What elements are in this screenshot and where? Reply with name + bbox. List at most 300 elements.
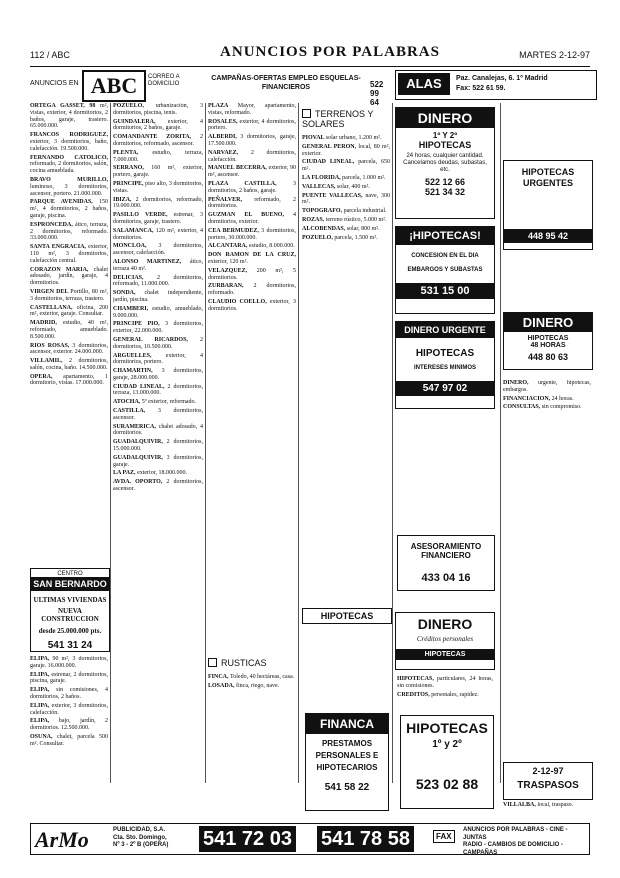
column-rule [392, 103, 393, 783]
traspasos-title: TRASPASOS [517, 780, 579, 791]
classified-ad-heading: PEÑALVER, [208, 196, 255, 203]
classified-ad-heading: FINCA, [208, 674, 230, 680]
classified-ad-heading: ELIPA, [30, 656, 53, 662]
classified-ad-text: terreno rústico, 5.000 m². [325, 216, 387, 223]
classified-ad [302, 193, 390, 207]
armo-logo: ArMo [35, 827, 89, 852]
classified-ad-heading: GUZMAN EL BUENO, [208, 212, 293, 219]
armo-phone-1: 541 72 03 [199, 826, 296, 852]
classified-ad-heading: PRINCIPE PIO, [113, 321, 166, 328]
classified-ad-heading: ELIPA, [30, 687, 57, 694]
classified-ad [302, 208, 390, 215]
classified-ad [208, 150, 296, 164]
classified-ad-text: exterior, 18.000.000. [137, 470, 187, 477]
classified-ad [302, 135, 390, 142]
hipotecas-urgentes-ad [503, 160, 593, 250]
classified-ad-text: 160 m², exterior, portero, garaje. [113, 165, 203, 179]
classified-ad [30, 687, 108, 701]
classified-ad [113, 259, 203, 273]
classified-ad [302, 226, 390, 233]
classified-ad-heading: CONSULTAS, [503, 404, 542, 411]
hipotecas-12-ad [400, 715, 494, 809]
ad-title: ¡HIPOTECAS! [396, 227, 494, 245]
classified-ad-heading: ESPRONCEDA, [30, 221, 75, 228]
column-rule [298, 103, 299, 783]
classified-ad-heading: PLENTA, [113, 149, 153, 156]
ad-line: EMBARGOS Y SUBASTAS [407, 267, 483, 273]
classified-ad-heading: MONCLOA, [113, 243, 159, 250]
ad-title: DINERO [417, 616, 473, 632]
classified-ad-heading: ORTEGA GASSET, 98 [30, 103, 101, 109]
ad-phone: 522 12 66 [424, 177, 466, 187]
classified-ad [113, 353, 203, 367]
armo-service-line: ANUNCIOS POR PALABRAS - CINE - JUNTAS [463, 827, 568, 841]
classified-ad-text: 24 horas. [551, 395, 574, 402]
ad-text: 24 horas, cualquier cantidad. Cancelamos deudas, subastas, etc. [403, 153, 487, 173]
classified-ad-text: sin compromiso. [541, 404, 582, 411]
armo-phone-2: 541 78 58 [317, 826, 414, 852]
classified-ad [208, 197, 296, 211]
classified-ad-text: 3 dormitorios, ascensor. [113, 408, 203, 421]
ad-phone: 521 34 32 [424, 187, 466, 197]
classified-ad-text: exterior, 4 dormitorios, 2 baños, garaje. [113, 118, 203, 132]
classified-ad-heading: CHAMARTIN, [113, 368, 162, 375]
dinero-ad [395, 107, 495, 219]
classified-ad [30, 103, 108, 130]
classified-ad [302, 217, 390, 224]
classified-ad [113, 408, 203, 422]
classified-ad-heading: MADRID, [30, 320, 63, 327]
classified-ad [113, 243, 203, 257]
armo-line: Nº 3 - 2º B (OPERA) [113, 842, 169, 848]
classified-ad [30, 289, 108, 303]
classified-ad-text: sin comisiones, 4 dormitorios, 2 baños. [30, 687, 108, 700]
classified-ad-text: 3 dormitorios, garaje. [113, 454, 203, 468]
classified-ad-text: exterior, 120 m². [208, 258, 248, 265]
classified-ad-heading: CASTELLANA, [30, 304, 77, 311]
classified-ad [208, 252, 296, 266]
column-rule [500, 103, 501, 783]
classified-ad [208, 683, 296, 690]
ad-phone: 547 97 02 [396, 381, 494, 396]
classified-ad [30, 199, 108, 219]
classified-ad-text: ático, terraza 40 m². [113, 258, 203, 272]
classified-ad-heading: ATOCHA, [113, 399, 142, 406]
classified-ad [113, 439, 203, 453]
classified-ad [397, 676, 493, 690]
classified-ad [113, 470, 203, 477]
armo-fax-label: FAX [433, 830, 455, 843]
classified-ad [30, 132, 108, 152]
classified-ad [208, 119, 296, 133]
classified-ad-text: urbanización, 3 dormitorios, piscina, tenis. [113, 103, 203, 116]
rusticas-list [208, 674, 296, 690]
classified-ad-heading: ROZAS, [302, 216, 326, 223]
ad-line: CONCESION EN EL DIA [411, 253, 479, 259]
classified-ad-text: 150 m², 4 dormitorios, 2 baños, garaje, piscina. [30, 199, 108, 219]
classified-ad-text: 3 dormitorios, garaje, 17.500.000. [208, 134, 296, 147]
classified-ad [30, 656, 108, 670]
classified-ad-text: finca, riego, nave. [236, 682, 280, 689]
page-number: 112 / ABC [30, 50, 70, 60]
classified-ad-text: 3 dormitorios, portero, 30.000.000. [208, 227, 296, 241]
classified-ad-text: Portillo, 80 m², 3 dormitorios, terraza, trastero. [30, 288, 108, 302]
classified-ad-text: apartamento, 1 dormitorio, vistas. 17.000.000. [30, 373, 108, 387]
classified-ad [30, 358, 108, 372]
classified-ad-heading: AVDA. OPORTO, [113, 479, 167, 486]
classified-ad-heading: PARQUE AVENIDAS, [30, 199, 99, 206]
classified-ad-text: local, traspaso. [537, 802, 574, 808]
classified-ad-text: exterior, 110 m², 3 dormitorios, calefacción central. [30, 244, 108, 264]
classified-ad-text: luminoso, 3 dormitorios, ascensor, portero. 21.000.000. [30, 183, 108, 197]
classified-ad-text: reformado, 2 dormitorios, salón, cocina amueblada. [30, 161, 108, 175]
classified-ad-heading: ELIPA, [30, 718, 59, 725]
ad-phone: 448 80 63 [527, 352, 569, 362]
classified-ad [503, 396, 591, 403]
classified-ad-text: piso alto, 3 dormitorios, vistas. [113, 180, 203, 194]
classified-ad [30, 718, 108, 732]
classified-ad-text: exterior, 4 dormitorios, portero. [113, 352, 203, 366]
classified-ad-heading: FINANCIACION, [503, 395, 552, 402]
classified-ad-heading: POZUELO, [302, 234, 335, 241]
classified-ad-heading: VELAZQUEZ, [208, 267, 257, 274]
ad-title: ASESORAMIENTO FINANCIERO [410, 542, 482, 560]
classified-ad [208, 165, 296, 179]
classified-ad-heading: OPERA, [30, 373, 64, 380]
classified-ad-text: chalet independiente, jardín, piscina. [113, 290, 203, 303]
classified-ad-heading: POZUELO, [113, 103, 156, 109]
classified-ad [113, 150, 203, 164]
classified-ad-text: chalet adosado, 4 dormitorios. [113, 423, 203, 437]
classified-ad-heading: FERNANDO CATOLICO, [30, 154, 108, 161]
ad-title: FINANCA [306, 714, 388, 734]
classified-ad-text: bajo, jardín, 2 dormitorios. 12.500.000. [30, 718, 108, 732]
classified-ad-heading: GUADALQUIVIR, [113, 439, 167, 446]
classified-ad [113, 197, 203, 211]
ad-phone: 541 31 24 [47, 640, 93, 651]
classified-ad [113, 165, 203, 179]
classified-ad-text: exterior, 4 dormitorios, portero. [208, 118, 296, 132]
classifieds-column-1 [30, 103, 108, 565]
classified-ad-text: reformado, 2 dormitorios. [208, 196, 296, 210]
classified-ad-text: oficina, 200 m², exterior, garaje. Consultar. [30, 304, 108, 318]
classified-ad-text: exterior, 3 dormitorios, calefacción. [30, 702, 108, 716]
banner-subtitle: CORREO A DOMICILIO [148, 74, 180, 87]
ad-tag: CENTRO [57, 571, 83, 577]
classified-ad-text: urgente, hipotecas, embargos. [503, 380, 591, 393]
dinero-48h-ad [503, 312, 593, 370]
classified-ad-heading: VIRGEN DEL [30, 288, 71, 295]
banner-phone: 522 99 64 [370, 80, 384, 107]
ad-line: HIPOTECARIOS [316, 763, 378, 772]
ad-title: SAN BERNARDO [31, 577, 109, 591]
classified-ad-heading: PLAZA CASTILLA, [208, 180, 293, 187]
rusticas-header [208, 658, 296, 668]
traspasos-list [503, 802, 591, 818]
ad-phone: 523 02 88 [415, 776, 479, 792]
classified-ad-text: 2 dormitorios, reformado, 19.000.000. [113, 196, 203, 210]
ad-line: NUEVA CONSTRUCCION [41, 607, 99, 623]
rusticas-section [208, 652, 296, 812]
classified-ad-heading: TOPOGRAFO, [302, 208, 344, 215]
classified-ad-text: parcela, 1.000 m². [342, 174, 386, 181]
classified-ad-text: nave, 300 m². [302, 192, 390, 206]
classified-ad-text: 2 dormitorios, salón, cocina, baño. 14.500.000. [30, 358, 108, 371]
classified-ad-heading: OSUNA, [30, 733, 57, 740]
classified-ad-text: 90 m², 3 dormitorios, garaje. 16.000.000. [30, 656, 108, 669]
classified-ad-heading: GUADALQUIVIR, [113, 454, 167, 461]
classified-ad [208, 268, 296, 282]
classified-ad-text: 5º exterior, reformado. [141, 399, 197, 406]
classified-ad-heading: CREDITOS, [397, 691, 432, 698]
classified-ad-text: estudio, 40 m², reformado, amueblado. 8.500.000. [30, 320, 108, 340]
financa-ad [305, 713, 389, 811]
classified-ad-text: 4 dormitorios, exterior. [208, 212, 296, 225]
classified-ad-text: ático, terraza, 2 dormitorios, reformado. 33.000.000. [30, 221, 108, 242]
classified-ad-heading: SONDA, [113, 290, 145, 297]
classified-ad [30, 343, 108, 357]
hipotecas-header: HIPOTECAS [320, 611, 374, 621]
classified-ad [113, 306, 203, 320]
classified-ad-heading: CORAZON MARIA, [30, 266, 94, 273]
armo-address [113, 827, 168, 850]
classified-ad-heading: GENERAL RICARDOS, [113, 336, 200, 343]
classified-ad [208, 181, 296, 195]
armo-line: PUBLICIDAD, S.A. [113, 827, 166, 833]
classified-ad [208, 228, 296, 242]
classifieds-column-4 [302, 103, 390, 503]
classified-ad [503, 380, 591, 394]
classified-ad-heading: DON RAMON DE LA CRUZ, [208, 252, 296, 259]
classified-ad [302, 144, 390, 158]
ad-line: INTERESES MINIMOS [413, 365, 476, 371]
ad-line: HIPOTECAS [415, 348, 475, 359]
armo-line: Cta. Sto. Domingo, [113, 834, 167, 841]
dinero-creditos-ad [395, 612, 495, 670]
classified-ad-text: estudio, terraza, 7.000.000. [113, 149, 203, 163]
ad-phone: 448 95 42 [504, 229, 592, 243]
classified-ad-heading: FRANCOS RODRIGUEZ, [30, 132, 108, 139]
classified-ad [302, 175, 390, 182]
classified-ad-heading: ALBERDI, [208, 134, 241, 141]
classified-ad [113, 103, 203, 117]
classified-ad-text: parcela industrial. [343, 208, 387, 215]
classified-ad [30, 703, 108, 717]
classified-ad-text: 3 dormitorios, garaje, 28.000.000. [113, 368, 203, 381]
classified-ad-text: 3 dormitorios, ascensor, exterior. 24.000.000. [30, 342, 108, 356]
column-rule [205, 103, 206, 783]
classified-ad [113, 424, 203, 438]
classified-ad-text: 3 dormitorios, exterior, 22.000.000. [113, 321, 203, 335]
classified-ad [113, 399, 203, 406]
page-header [30, 44, 590, 67]
classified-ad-heading: COMANDANTE ZORITA, [113, 134, 200, 141]
ad-line: PERSONALES E [315, 751, 379, 760]
classified-ad [113, 290, 203, 304]
classified-ad-heading: PRINCIPE, [113, 180, 146, 187]
classified-ad-text: personales, rapidez. [431, 691, 479, 698]
classified-ad [208, 134, 296, 148]
hipotecas-ad [395, 226, 495, 314]
ad-title: HIPOTECAS [406, 720, 488, 736]
classified-ad-text: 2 dormitorios, reformado, 11.000.000. [113, 274, 203, 288]
classified-ad-heading: NARVAEZ, [208, 149, 251, 156]
banner-label: ANUNCIOS EN [30, 80, 79, 87]
page-date: MARTES 2-12-97 [519, 50, 590, 60]
classified-ad [113, 337, 203, 351]
ad-line: HIPOTECAS [527, 335, 569, 342]
alas-address-block [456, 74, 548, 94]
ad-title: DINERO [504, 313, 592, 332]
classified-ad [113, 479, 203, 493]
classified-ad-text: Mayor, apartamento, vistas, reformado. [208, 103, 296, 116]
classified-ad-text: exterior, 3 dormitorios, baño, calefacción. 19.500.000. [30, 138, 108, 152]
classified-ad-text: chalet adosado, jardín, garaje, 4 dormitorios. [30, 266, 108, 287]
column-rule [110, 103, 111, 783]
classified-ad-text: 2 dormitorios, 10.500.000. [113, 336, 203, 350]
terrenos-list [302, 135, 390, 241]
ad-line: Créditos personales [416, 635, 474, 643]
classified-ad-heading: SALAMANCA, [113, 227, 156, 234]
classified-ad-text: estrenar, 2 dormitorios, piscina, garaje. [30, 671, 108, 685]
classified-ad-heading: ALCOBENDAS, [302, 225, 347, 232]
alas-address: Paz. Canalejas, 6. 1º Madrid [456, 75, 548, 82]
rusticas-label: RUSTICAS [221, 658, 267, 668]
classified-ad-text: particulares, 24 horas, sin comisiones. [397, 676, 493, 689]
classified-ad [30, 734, 108, 748]
ad-phone: 433 04 16 [421, 572, 471, 584]
classified-ad [30, 672, 108, 686]
classified-ad [302, 235, 390, 242]
classified-ad-text: solar urbano, 1.200 m². [325, 135, 382, 141]
classified-ad-text: estudio, 8.000.000. [248, 243, 295, 250]
classified-ad [208, 103, 296, 117]
classified-ad-heading: GENERAL PERON, [302, 143, 359, 150]
classified-ad-text: 3 dormitorios, ascensor, calefacción. [113, 243, 203, 257]
classified-ad [113, 321, 203, 335]
classified-ad [30, 244, 108, 264]
classified-ad-text: 2 dormitorios, terraza, 13.000.000. [113, 383, 203, 397]
classified-ad-heading: LA PAZ, [113, 470, 138, 477]
creditos-list [397, 676, 493, 712]
armo-service-line: RADIO - CAMBIOS DE DOMICILIO - CAMPAÑAS [463, 842, 563, 856]
classified-ad-heading: GUINDALERA, [113, 118, 168, 125]
classifieds-column-2 [113, 103, 203, 816]
abc-logo: ABC [82, 70, 146, 102]
classified-ad-heading: PIOVAL [302, 135, 326, 141]
classified-ad [113, 368, 203, 382]
ad-title: HIPOTECAS URGENTES [521, 167, 575, 188]
ad-line: PRESTAMOS [321, 739, 373, 748]
classified-ad-heading: CLAUDIO COELLO, [208, 298, 270, 305]
classified-ad-heading: ARGUELLES, [113, 352, 166, 359]
classified-ad [302, 159, 390, 173]
classified-ad-heading: DINERO, [503, 380, 538, 386]
alas-ad [395, 70, 597, 100]
classified-ad-heading: BRAVO MURILLO, [30, 176, 108, 183]
classified-ad [208, 212, 296, 226]
ad-line: 48 HORAS [530, 342, 566, 349]
classified-ad-heading: PLAZA [208, 103, 238, 109]
armo-services [463, 827, 589, 857]
dinero-urgente-ad [395, 321, 495, 409]
classified-ad [30, 155, 108, 175]
classified-ad-heading: LA FLORIDA, [302, 174, 343, 181]
classified-ad [503, 802, 591, 809]
classified-ad-heading: SANTA ENGRACIA, [30, 244, 89, 251]
classified-ad-heading: ROSALES, [208, 118, 240, 125]
classified-ad [208, 283, 296, 297]
ad-line: HIPOTECAS [396, 649, 494, 660]
ad-phone: 531 15 00 [396, 283, 494, 299]
classified-ad-heading: SURAMERICA, [113, 423, 159, 430]
classified-ad-heading: RIOS ROSAS, [30, 342, 73, 349]
classified-ad-heading: ELIPA, [30, 702, 52, 709]
hipotecas-header-box [302, 608, 392, 624]
classified-ad [30, 267, 108, 287]
classified-ad-heading: CIUDAD LINEAL, [302, 159, 359, 166]
classified-ad-heading: LOSADA, [208, 682, 237, 689]
classified-ad-text: parcela, 650 m². [302, 159, 390, 173]
classified-ad-text: exterior, 90 m², ascensor. [208, 165, 296, 179]
classified-ad-heading: PUENTE VALLECAS, [302, 192, 366, 199]
classified-ad [208, 243, 296, 250]
ad-line: 1º y 2º [432, 739, 462, 750]
classified-ad [113, 134, 203, 148]
classified-ad-text: 3 dormitorios, 2 baños, garaje. [208, 180, 296, 194]
classified-ad-heading: ZURBARAN, [208, 283, 254, 290]
classified-ad-heading: ALONSO MARTINEZ, [113, 258, 190, 265]
classified-ad-text: solar, 800 m². [346, 225, 380, 232]
classified-ad-text: parcela, 1.500 m². [334, 234, 378, 241]
ad-price: desde 25.000.000 pts. [38, 627, 102, 635]
classified-ad [113, 384, 203, 398]
classified-ad-text: estrenar, 3 dormitorios, garaje, trastero. [113, 212, 203, 225]
san-bernardo-ad [30, 568, 110, 652]
classified-ad-heading: ELIPA, [30, 671, 52, 678]
armo-footer-ad [30, 823, 590, 855]
classified-ad-heading: CEA BERMUDEZ, [208, 227, 262, 234]
classified-ad-heading: SERRANO, [113, 165, 152, 172]
alas-fax: Fax: 522 61 59. [456, 85, 506, 92]
classified-ad-text: 120 m², exterior, 4 dormitorios. [113, 227, 203, 241]
ad-line: 1º Y 2º [432, 131, 458, 140]
classified-ad-text: exterior, 3 dormitorios. [208, 298, 296, 312]
classified-ad-heading: HIPOTECAS, [397, 676, 437, 682]
classified-ad-heading: VALLECAS, [302, 183, 337, 190]
classified-ad [30, 305, 108, 319]
classified-ad-text: solar, 400 m². [336, 183, 370, 190]
classified-ad [397, 692, 493, 699]
classified-ad-heading: CASTILLA, [113, 408, 158, 415]
classified-ad-text: Toledo, 40 hectáreas, casa. [230, 674, 295, 680]
classified-ad [30, 222, 108, 242]
terrenos-header [302, 109, 390, 129]
classified-ad-text: 200 m², 5 dormitorios. [208, 267, 296, 281]
classified-ad-text: m², vistas, exterior, 4 dormitorios, 2 baños, garaje, trastero. 65.000.000. [30, 103, 108, 130]
ad-title: DINERO [396, 108, 494, 128]
classified-ad-text: local, 80 m², exterior. [302, 143, 390, 157]
classified-ad [30, 374, 108, 388]
classified-ad-heading: DELICIAS, [113, 274, 158, 281]
classified-ad-heading: CHAMBERI, [113, 305, 153, 312]
alas-logo: ALAS [398, 73, 450, 95]
classified-ad [30, 320, 108, 340]
banner-campaigns: CAMPAÑAS-OFERTAS EMPLEO ESQUELAS-FINANCIEROS [211, 75, 361, 91]
classified-ad [503, 404, 591, 411]
ad-line: HIPOTECAS [418, 140, 472, 150]
classified-ad-text: 2 dormitorios, reformado. [208, 283, 296, 297]
